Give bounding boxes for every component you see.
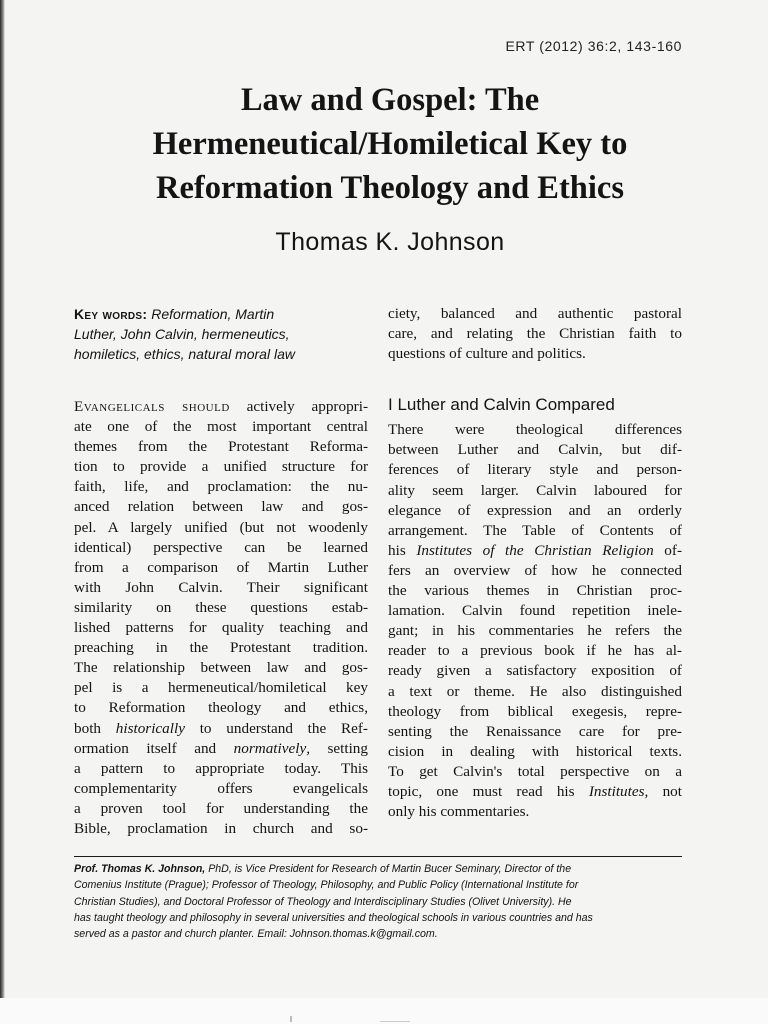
keywords-label: Key words: bbox=[74, 306, 148, 322]
body-line: ate one of the most important central bbox=[74, 418, 368, 436]
body-line: lished patterns for quality teaching and bbox=[74, 619, 368, 637]
section-paragraph bbox=[388, 420, 682, 822]
body-line: lamation. Calvin found repetition inele- bbox=[388, 602, 682, 620]
body-line: identical) perspective can be learned bbox=[74, 538, 368, 556]
body-line: from a comparison of Martin Luther bbox=[74, 558, 368, 576]
body-text: topic, one must read his bbox=[388, 782, 589, 800]
body-line: complementarity offers evangelicals bbox=[74, 779, 368, 797]
body-line: between Luther and Calvin, but dif- bbox=[388, 441, 682, 459]
right-column bbox=[388, 304, 682, 822]
body-text: , not bbox=[644, 782, 682, 800]
body-line: ality seem larger. Calvin laboured for bbox=[388, 481, 682, 499]
body-line: to Reformation theology and ethics, bbox=[74, 699, 368, 717]
keywords-line: Luther, John Calvin, hermeneutics, bbox=[74, 326, 290, 342]
body-line: theology from biblical exegesis, repre- bbox=[388, 702, 682, 720]
keywords-block bbox=[74, 304, 368, 364]
body-line: pel. A largely unified (but not woodenly bbox=[74, 518, 368, 536]
title-line: Law and Gospel: The bbox=[240, 82, 540, 118]
intro-paragraph bbox=[74, 397, 368, 839]
body-text: both bbox=[74, 719, 116, 737]
body-line: a pattern to appropriate today. This bbox=[74, 759, 368, 777]
section-heading: I Luther and Calvin Compared bbox=[388, 395, 615, 415]
body-line: gant; in his commentaries he refers the bbox=[388, 622, 682, 640]
body-text: , setting bbox=[306, 739, 368, 757]
title-line: Reformation Theology and Ethics bbox=[156, 170, 624, 206]
body-line: ready given a satisfactory exposition of bbox=[388, 662, 682, 680]
article-title bbox=[40, 78, 740, 210]
scan-mark bbox=[380, 1021, 410, 1022]
body-line: similarity on these questions estab- bbox=[74, 598, 368, 616]
body-line: ferences of literary style and person- bbox=[388, 461, 682, 479]
footnote-line: Christian Studies), and Doctoral Professor of Theology and Interdisciplinary Studies (Olivet University). He bbox=[74, 895, 572, 908]
footnote-author-name: Prof. Thomas K. Johnson, bbox=[74, 863, 206, 875]
body-line: anced relation between law and gos- bbox=[74, 498, 368, 516]
body-text: of- bbox=[653, 541, 683, 559]
body-line: the various themes in Christian proc- bbox=[388, 582, 682, 600]
title-line: Hermeneutical/Homiletical Key to bbox=[152, 126, 628, 162]
emphasis-text: Institutes bbox=[588, 782, 645, 800]
body-line: There were theological differences bbox=[388, 421, 682, 439]
body-line bbox=[74, 397, 368, 417]
body-line: arrangement. The Table of Contents of bbox=[388, 521, 682, 539]
body-line bbox=[388, 541, 682, 561]
keywords-line bbox=[74, 304, 368, 324]
author-footnote bbox=[74, 856, 682, 942]
body-line: tion to provide a unified structure for bbox=[74, 458, 368, 476]
body-line: preaching in the Protestant tradition. bbox=[74, 639, 368, 657]
left-column bbox=[74, 304, 368, 839]
body-line: The relationship between law and gos- bbox=[74, 659, 368, 677]
body-line: themes from the Protestant Reforma- bbox=[74, 438, 368, 456]
body-line bbox=[388, 782, 682, 802]
emphasis-text: historically bbox=[115, 719, 185, 737]
emphasis-text: Institutes of the Christian Religion bbox=[416, 541, 654, 559]
body-line: with John Calvin. Their significant bbox=[74, 578, 368, 596]
lead-in-smallcaps: Evangelicals should bbox=[74, 398, 230, 415]
body-line: a proven tool for understanding the bbox=[74, 799, 368, 817]
keywords-line: homiletics, ethics, natural moral law bbox=[74, 346, 295, 362]
body-line: senting the Renaissance care for pre- bbox=[388, 722, 682, 740]
body-line: faith, life, and proclamation: the nu- bbox=[74, 478, 368, 496]
body-line: fers an overview of how he connected bbox=[388, 561, 682, 579]
body-line: pel is a hermeneutical/homiletical key bbox=[74, 679, 368, 697]
body-line bbox=[74, 719, 368, 739]
author-name: Thomas K. Johnson bbox=[275, 228, 505, 256]
body-line: reader to a previous book if he has al- bbox=[388, 642, 682, 660]
body-line: ciety, balanced and authentic pastoral bbox=[388, 305, 682, 322]
body-text: ormation itself and bbox=[74, 739, 234, 757]
body-text: his bbox=[388, 541, 417, 559]
footnote-text: PhD, is Vice President for Research of Martin Bucer Seminary, Director of the bbox=[205, 863, 572, 875]
body-line: care, and relating the Christian faith to bbox=[388, 325, 682, 343]
scan-mark bbox=[290, 1016, 292, 1022]
journal-reference: ERT (2012) 36:2, 143-160 bbox=[505, 38, 682, 54]
body-line: cision in dealing with historical texts. bbox=[388, 742, 682, 760]
body-text: to understand the Ref- bbox=[184, 719, 368, 737]
body-line: only his commentaries. bbox=[388, 803, 530, 821]
body-line: a text or theme. He also distinguished bbox=[388, 682, 682, 700]
footnote-line: has taught theology and philosophy in several universities and theological schools in various countries and has bbox=[74, 911, 593, 924]
body-text: actively appropri- bbox=[229, 398, 369, 415]
page-edge-shadow bbox=[0, 0, 5, 1024]
keywords-text: Reformation, Martin bbox=[151, 306, 275, 322]
emphasis-text: normatively bbox=[233, 739, 307, 757]
footnote-line bbox=[74, 861, 682, 877]
body-line: elegance of expression and an orderly bbox=[388, 501, 682, 519]
body-line: Bible, proclamation in church and so- bbox=[74, 819, 368, 837]
footnote-line: Comenius Institute (Prague); Professor of Theology, Philosophy, and Public Policy (International Institute for bbox=[74, 879, 579, 892]
body-line: To get Calvin's total perspective on a bbox=[388, 762, 682, 780]
body-line bbox=[74, 739, 368, 759]
body-line: questions of culture and politics. bbox=[388, 345, 586, 363]
footnote-line: served as a pastor and church planter. Email: Johnson.thomas.k@gmail.com. bbox=[74, 928, 438, 941]
